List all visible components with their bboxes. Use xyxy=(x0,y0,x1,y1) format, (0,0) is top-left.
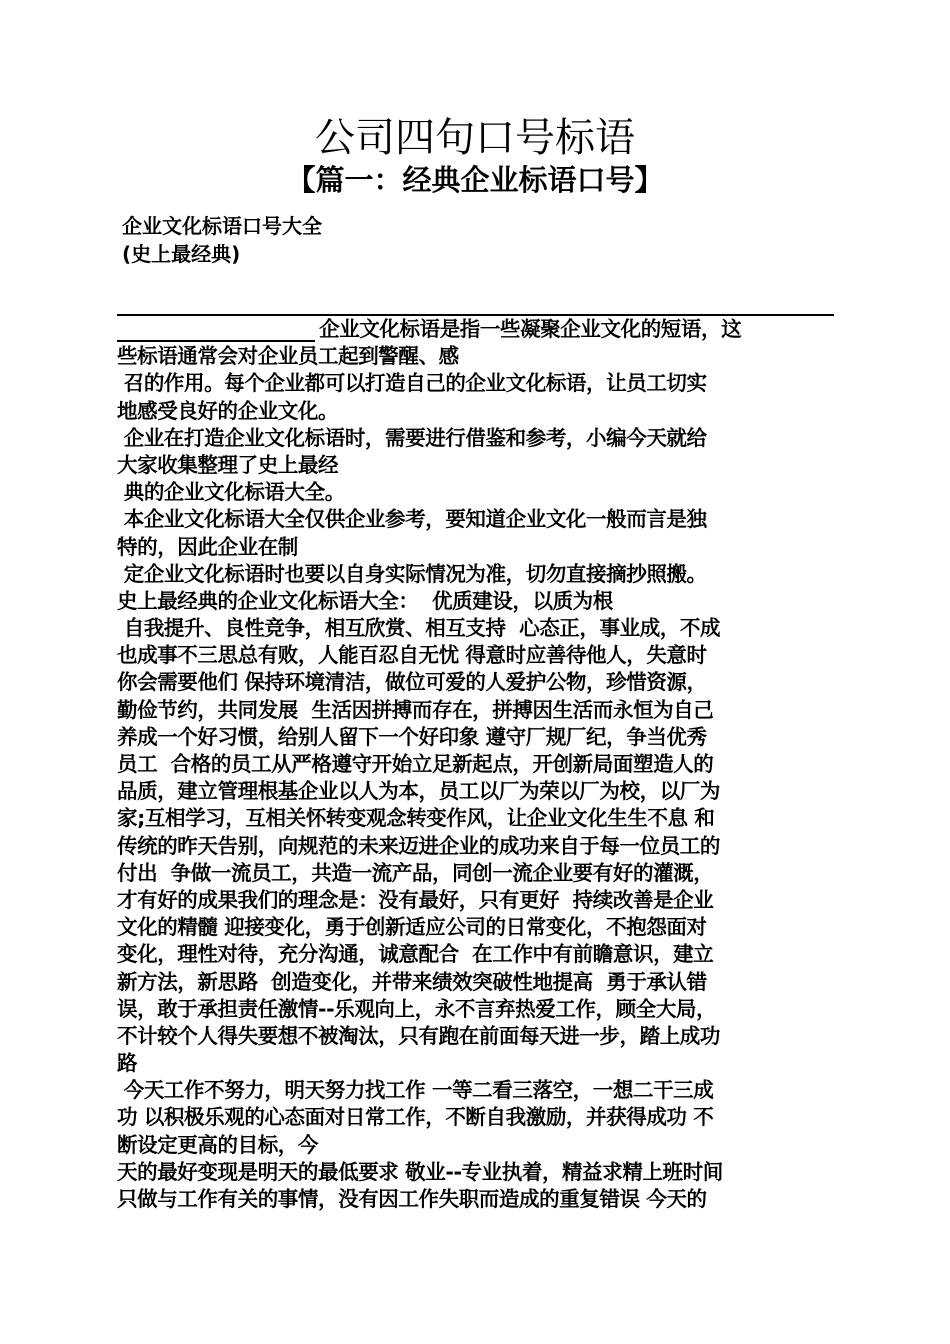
section-heading-line: (史上最经典) xyxy=(122,242,241,266)
body-line: 误，敢于承担责任激情--乐观向上，永不言弃热爱工作，顾全大局， xyxy=(117,996,717,1021)
body-line: 大家收集整理了史上最经 xyxy=(117,452,339,477)
body-line: 路 xyxy=(117,1051,138,1076)
body-line: 文化的精髓 迎接变化，勇于创新适应公司的日常变化，不抱怨面对 xyxy=(117,915,707,940)
body-text xyxy=(117,316,837,1213)
body-line: 家;互相学习，互相关怀转变观念转变作风，让企业文化生生不息 和 xyxy=(117,806,715,831)
body-line: 传统的昨天告别，向规范的未来迈进企业的成功来自于每一位员工的 xyxy=(117,833,720,858)
body-line: 企业在打造企业文化标语时，需要进行借鉴和参考，小编今天就给 xyxy=(117,425,707,450)
body-line: 新方法，新思路 创造变化，并带来绩效突破性地提高 勇于承认错 xyxy=(117,969,707,994)
body-line: 功 以积极乐观的心态面对日常工作，不断自我激励，并获得成功 不 xyxy=(117,1105,714,1130)
body-line: 断设定更高的目标，今 xyxy=(117,1132,318,1157)
body-line: 今天工作不努力，明天努力找工作 一等二看三落空，一想二干三成 xyxy=(117,1078,714,1103)
section-heading xyxy=(122,212,322,268)
body-line: 变化，理性对待，充分沟通，诚意配合 在工作中有前瞻意识，建立 xyxy=(117,942,714,967)
body-line: 些标语通常会对企业员工起到警醒、感 xyxy=(117,344,459,369)
body-line: 养成一个好习惯，给别人留下一个好印象 遵守厂规厂纪，争当优秀 xyxy=(117,724,707,749)
body-line: 勤俭节约，共同发展 生活因拼搏而存在，拼搏因生活而永恒为自己 xyxy=(117,697,714,722)
body-line: 特的，因此企业在制 xyxy=(117,534,298,559)
section-heading-line: 企业文化标语口号大全 xyxy=(122,214,322,238)
body-line: 地感受良好的企业文化。 xyxy=(117,398,339,423)
document-title: 公司四句口号标语 xyxy=(315,115,635,161)
document-subtitle: 【篇一：经典企业标语口号】 xyxy=(286,163,664,197)
body-line: 史上最经典的企业文化标语大全： 优质建设，以质为根 xyxy=(117,588,613,613)
body-line: 才有好的成果我们的理念是：没有最好，只有更好 持续改善是企业 xyxy=(117,887,714,912)
body-line: 本企业文化标语大全仅供企业参考，要知道企业文化一般而言是独 xyxy=(117,507,707,532)
body-line: 只做与工作有关的事情，没有因工作失职而造成的重复错误 今天的 xyxy=(117,1187,707,1211)
body-line: 付出 争做一流员工，共造一流产品，同创一流企业要有好的灌溉， xyxy=(117,860,714,885)
body-line: 天的最好变现是明天的最低要求 敬业--专业执着，精益求精上班时间 xyxy=(117,1159,723,1184)
body-line: 召的作用。每个企业都可以打造自己的企业文化标语，让员工切实 xyxy=(117,371,707,396)
body-line: 不计较个人得失要想不被淘汰，只有跑在前面每天进一步，踏上成功 xyxy=(117,1023,720,1048)
body-line: 员工 合格的员工从严格遵守开始立足新起点，开创新局面塑造人的 xyxy=(117,752,714,776)
body-line: 自我提升、良性竞争，相互欣赏、相互支持 心态正，事业成，不成 xyxy=(117,616,721,641)
body-line: 品质，建立管理根基企业以人为本，员工以厂为荣以厂为校，以厂为 xyxy=(117,779,720,804)
body-line: 企业文化标语是指一些凝聚企业文化的短语，这 xyxy=(117,317,742,341)
body-line: 定企业文化标语时也要以自身实际情况为准，切勿直接摘抄照搬。 xyxy=(117,561,707,586)
body-line: 也成事不三思总有败，人能百忍自无忧 得意时应善待他人，失意时 xyxy=(117,643,707,668)
body-line: 典的企业文化标语大全。 xyxy=(117,480,345,505)
body-line: 你会需要他们 保持环境清洁，做位可爱的人爱护公物，珍惜资源， xyxy=(117,670,707,695)
